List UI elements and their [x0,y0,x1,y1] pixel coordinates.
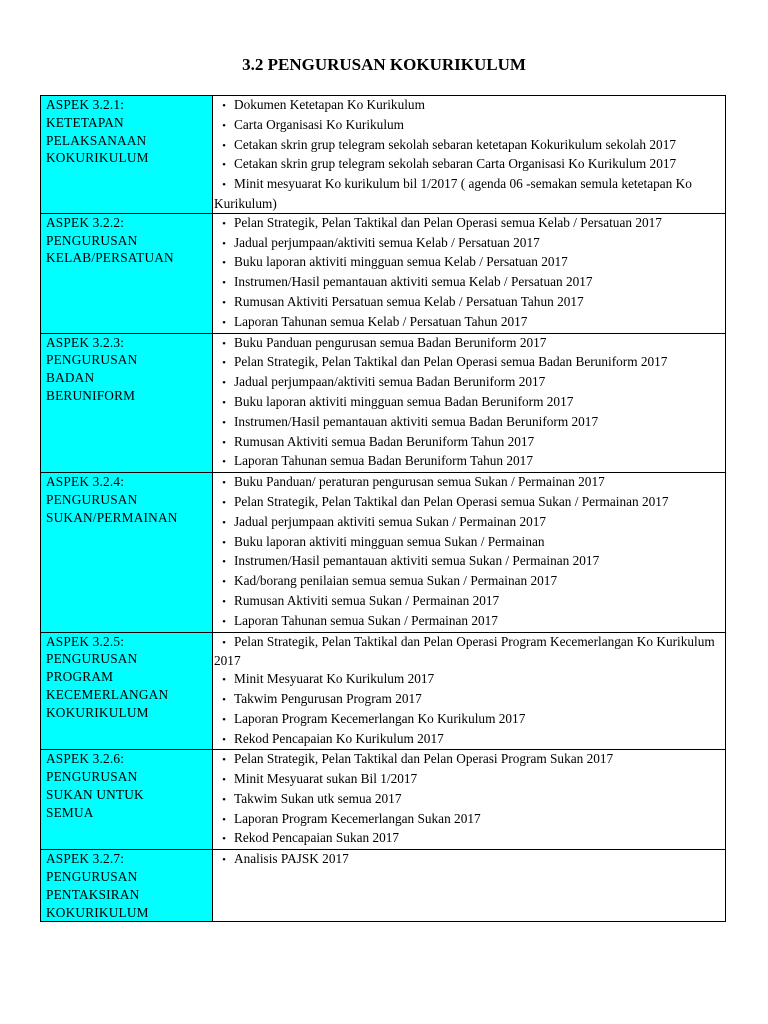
list-item-text: Rekod Pencapaian Sukan 2017 [234,830,400,846]
aspek-cell [41,850,213,922]
list-item [214,810,721,830]
list-item [214,353,721,373]
bullet-icon: • [222,733,226,746]
aspek-label-line: PENGURUSAN [46,491,138,507]
list-item-text: Pelan Strategik, Pelan Taktikal dan Pelan Operasi Program Kecemerlangan Ko Kurikulum 2017 [214,633,715,669]
bullet-icon: • [222,396,226,409]
bullet-icon: • [222,713,226,726]
list-item-text: Rumusan Aktiviti semua Badan Beruniform Tahun 2017 [234,433,535,449]
list-item [214,533,721,553]
table-row [41,850,726,922]
aspek-label-line: KELAB/PERSATUAN [46,250,174,266]
aspek-label-line: PENTAKSIRAN [46,886,140,902]
bullet-icon: • [222,477,226,490]
bullet-icon: • [222,316,226,329]
aspek-cell [41,473,213,632]
list-item-text: Cetakan skrin grup telegram sekolah sebaran ketetapan Kokurikulum sekolah 2017 [234,136,676,152]
list-item [214,313,721,333]
bullet-icon: • [222,337,226,350]
evidence-list [214,473,721,631]
bullet-icon: • [222,496,226,509]
evidence-list [214,214,721,333]
evidence-items-cell [213,213,726,333]
list-item [214,690,721,710]
aspek-label-line: ASPEK 3.2.3: [46,334,125,350]
aspek-label-line: ASPEK 3.2.5: [46,633,125,649]
list-item-text: Laporan Program Kecemerlangan Sukan 2017 [234,810,481,826]
list-item-text: Pelan Strategik, Pelan Taktikal dan Pelan Operasi semua Kelab / Persatuan 2017 [234,214,662,230]
list-item [214,334,721,354]
aspek-label-line: PENGURUSAN [46,651,138,667]
list-item [214,293,721,313]
aspek-label-line: SEMUA [46,804,94,820]
list-item-text: Buku laporan aktiviti mingguan semua Sukan / Permainan [234,533,545,549]
list-item [214,850,721,870]
list-item [214,413,721,433]
bullet-icon: • [222,774,226,787]
aspek-label-line: PENGURUSAN [46,869,138,885]
table-row [41,96,726,214]
bullet-icon: • [222,456,226,469]
list-item [214,552,721,572]
list-item-text: Laporan Tahunan semua Sukan / Permainan 2017 [234,612,498,628]
list-item [214,393,721,413]
list-item [214,473,721,493]
aspek-cell [41,632,213,750]
table-row [41,333,726,473]
list-item-text: Buku Panduan/ peraturan pengurusan semua Sukan / Permainan 2017 [234,474,605,490]
evidence-items-cell [213,632,726,750]
bullet-icon: • [222,377,226,390]
bullet-icon: • [222,516,226,529]
bullet-icon: • [222,693,226,706]
aspek-label-line: KOKURIKULUM [46,150,149,166]
evidence-list [214,96,721,213]
page-title: 3.2 PENGURUSAN KOKURIKULUM [242,55,526,74]
list-item-text: Jadual perjumpaan/aktiviti semua Badan Beruniform 2017 [234,374,546,390]
aspek-label-line: PROGRAM [46,669,114,685]
list-item-text: Minit mesyuarat Ko kurikulum bil 1/2017 ( agenda 06 -semakan semula ketetapan Ko Kurikulum) [214,176,692,211]
list-item [214,452,721,472]
evidence-items-cell [213,473,726,632]
list-item-text: Kad/borang penilaian semua semua Sukan / Permainan 2017 [234,573,558,589]
evidence-items-cell [213,96,726,214]
evidence-items-cell [213,750,726,850]
list-item [214,234,721,254]
bullet-icon: • [222,793,226,806]
table-row [41,750,726,850]
aspek-label-line: PENGURUSAN [46,232,138,248]
list-item [214,136,721,156]
bullet-icon: • [222,119,226,132]
evidence-list [214,334,721,473]
list-item-text: Dokumen Ketetapan Ko Kurikulum [234,97,425,112]
aspek-label-line: KOKURIKULUM [46,904,149,920]
evidence-table-body [41,96,726,922]
bullet-icon: • [222,416,226,429]
bullet-icon: • [222,436,226,449]
table-row [41,632,726,750]
bullet-icon: • [222,100,226,112]
aspek-label-line: ASPEK 3.2.7: [46,851,125,867]
bullet-icon: • [222,357,226,370]
list-item [214,96,721,116]
aspek-label-line: SUKAN/PERMAINAN [46,509,178,525]
bullet-icon: • [222,813,226,826]
bullet-icon: • [222,674,226,687]
list-item [214,214,721,234]
bullet-icon: • [222,536,226,549]
list-item [214,670,721,690]
aspek-label-line: ASPEK 3.2.4: [46,474,125,490]
list-item-text: Analisis PAJSK 2017 [234,851,349,867]
bullet-icon: • [222,179,226,192]
list-item-text: Takwim Pengurusan Program 2017 [234,690,422,706]
evidence-list [214,850,721,870]
list-item-text: Rumusan Aktiviti Persatuan semua Kelab / Persatuan Tahun 2017 [234,293,584,309]
list-item-text: Carta Organisasi Ko Kurikulum [234,116,405,132]
evidence-list [214,633,721,750]
list-item-text: Laporan Tahunan semua Badan Beruniform Tahun 2017 [234,453,533,469]
list-item-text: Rumusan Aktiviti semua Sukan / Permainan 2017 [234,592,500,608]
evidence-items-cell [213,333,726,473]
list-item-text: Buku laporan aktiviti mingguan semua Kelab / Persatuan 2017 [234,254,568,270]
list-item [214,493,721,513]
bullet-icon: • [222,217,226,230]
aspek-cell [41,96,213,214]
table-row [41,213,726,333]
list-item-text: Buku Panduan pengurusan semua Badan Beruniform 2017 [234,334,547,350]
aspek-label-line: SUKAN UNTUK [46,786,144,802]
list-item [214,592,721,612]
list-item [214,730,721,750]
list-item [214,633,721,671]
evidence-list [214,750,721,849]
list-item [214,273,721,293]
aspek-label-line: PENGURUSAN [46,769,138,785]
table-row [41,473,726,632]
bullet-icon: • [222,237,226,250]
aspek-cell [41,333,213,473]
aspek-label-line: KOKURIKULUM [46,704,149,720]
list-item [214,513,721,533]
list-item [214,710,721,730]
list-item-text: Cetakan skrin grup telegram sekolah sebaran Carta Organisasi Ko Kurikulum 2017 [234,156,677,172]
list-item [214,373,721,393]
list-item-text: Instrumen/Hasil pemantauan aktiviti semua Kelab / Persatuan 2017 [234,274,593,290]
evidence-table [40,95,726,922]
evidence-items-cell [213,850,726,922]
bullet-icon: • [222,615,226,628]
list-item-text: Pelan Strategik, Pelan Taktikal dan Pelan Operasi Program Sukan 2017 [234,751,614,767]
list-item [214,829,721,849]
aspek-label-line: PELAKSANAAN [46,132,147,148]
list-item [214,770,721,790]
aspek-label-line: BERUNIFORM [46,387,136,403]
list-item-text: Minit Mesyuarat sukan Bil 1/2017 [234,771,418,787]
aspek-label-line: KECEMERLANGAN [46,686,169,702]
bullet-icon: • [222,754,226,767]
list-item [214,750,721,770]
aspek-label-line: BADAN [46,370,95,386]
list-item-text: Laporan Program Kecemerlangan Ko Kurikulum 2017 [234,710,526,726]
aspek-label-line: KETETAPAN [46,114,124,130]
list-item-text: Instrumen/Hasil pemantauan aktiviti semua Sukan / Permainan 2017 [234,553,600,569]
list-item-text: Instrumen/Hasil pemantauan aktiviti semua Badan Beruniform 2017 [234,413,599,429]
bullet-icon: • [222,595,226,608]
bullet-icon: • [222,833,226,846]
list-item-text: Pelan Strategik, Pelan Taktikal dan Pelan Operasi semua Sukan / Permainan 2017 [234,493,669,509]
list-item [214,433,721,453]
bullet-icon: • [222,296,226,309]
list-item-text: Minit Mesyuarat Ko Kurikulum 2017 [234,671,435,687]
list-item [214,612,721,632]
bullet-icon: • [222,556,226,569]
aspek-label-line: ASPEK 3.2.2: [46,214,125,230]
aspek-cell [41,213,213,333]
bullet-icon: • [222,257,226,270]
list-item-text: Laporan Tahunan semua Kelab / Persatuan Tahun 2017 [234,313,528,329]
list-item [214,155,721,175]
list-item [214,790,721,810]
aspek-label-line: ASPEK 3.2.1: [46,97,125,112]
aspek-cell [41,750,213,850]
bullet-icon: • [222,159,226,172]
list-item [214,253,721,273]
bullet-icon: • [222,277,226,290]
list-item-text: Takwim Sukan utk semua 2017 [234,790,402,806]
list-item-text: Rekod Pencapaian Ko Kurikulum 2017 [234,730,444,746]
bullet-icon: • [222,854,226,867]
list-item [214,116,721,136]
aspek-label-line: ASPEK 3.2.6: [46,751,125,767]
list-item [214,175,721,213]
bullet-icon: • [222,636,226,649]
list-item-text: Jadual perjumpaan/aktiviti semua Kelab / Persatuan 2017 [234,234,540,250]
bullet-icon: • [222,139,226,152]
list-item-text: Buku laporan aktiviti mingguan semua Badan Beruniform 2017 [234,393,574,409]
list-item [214,572,721,592]
list-item-text: Pelan Strategik, Pelan Taktikal dan Pelan Operasi semua Badan Beruniform 2017 [234,354,668,370]
aspek-label-line: PENGURUSAN [46,352,138,368]
bullet-icon: • [222,576,226,589]
list-item-text: Jadual perjumpaan aktiviti semua Sukan / Permainan 2017 [234,513,547,529]
